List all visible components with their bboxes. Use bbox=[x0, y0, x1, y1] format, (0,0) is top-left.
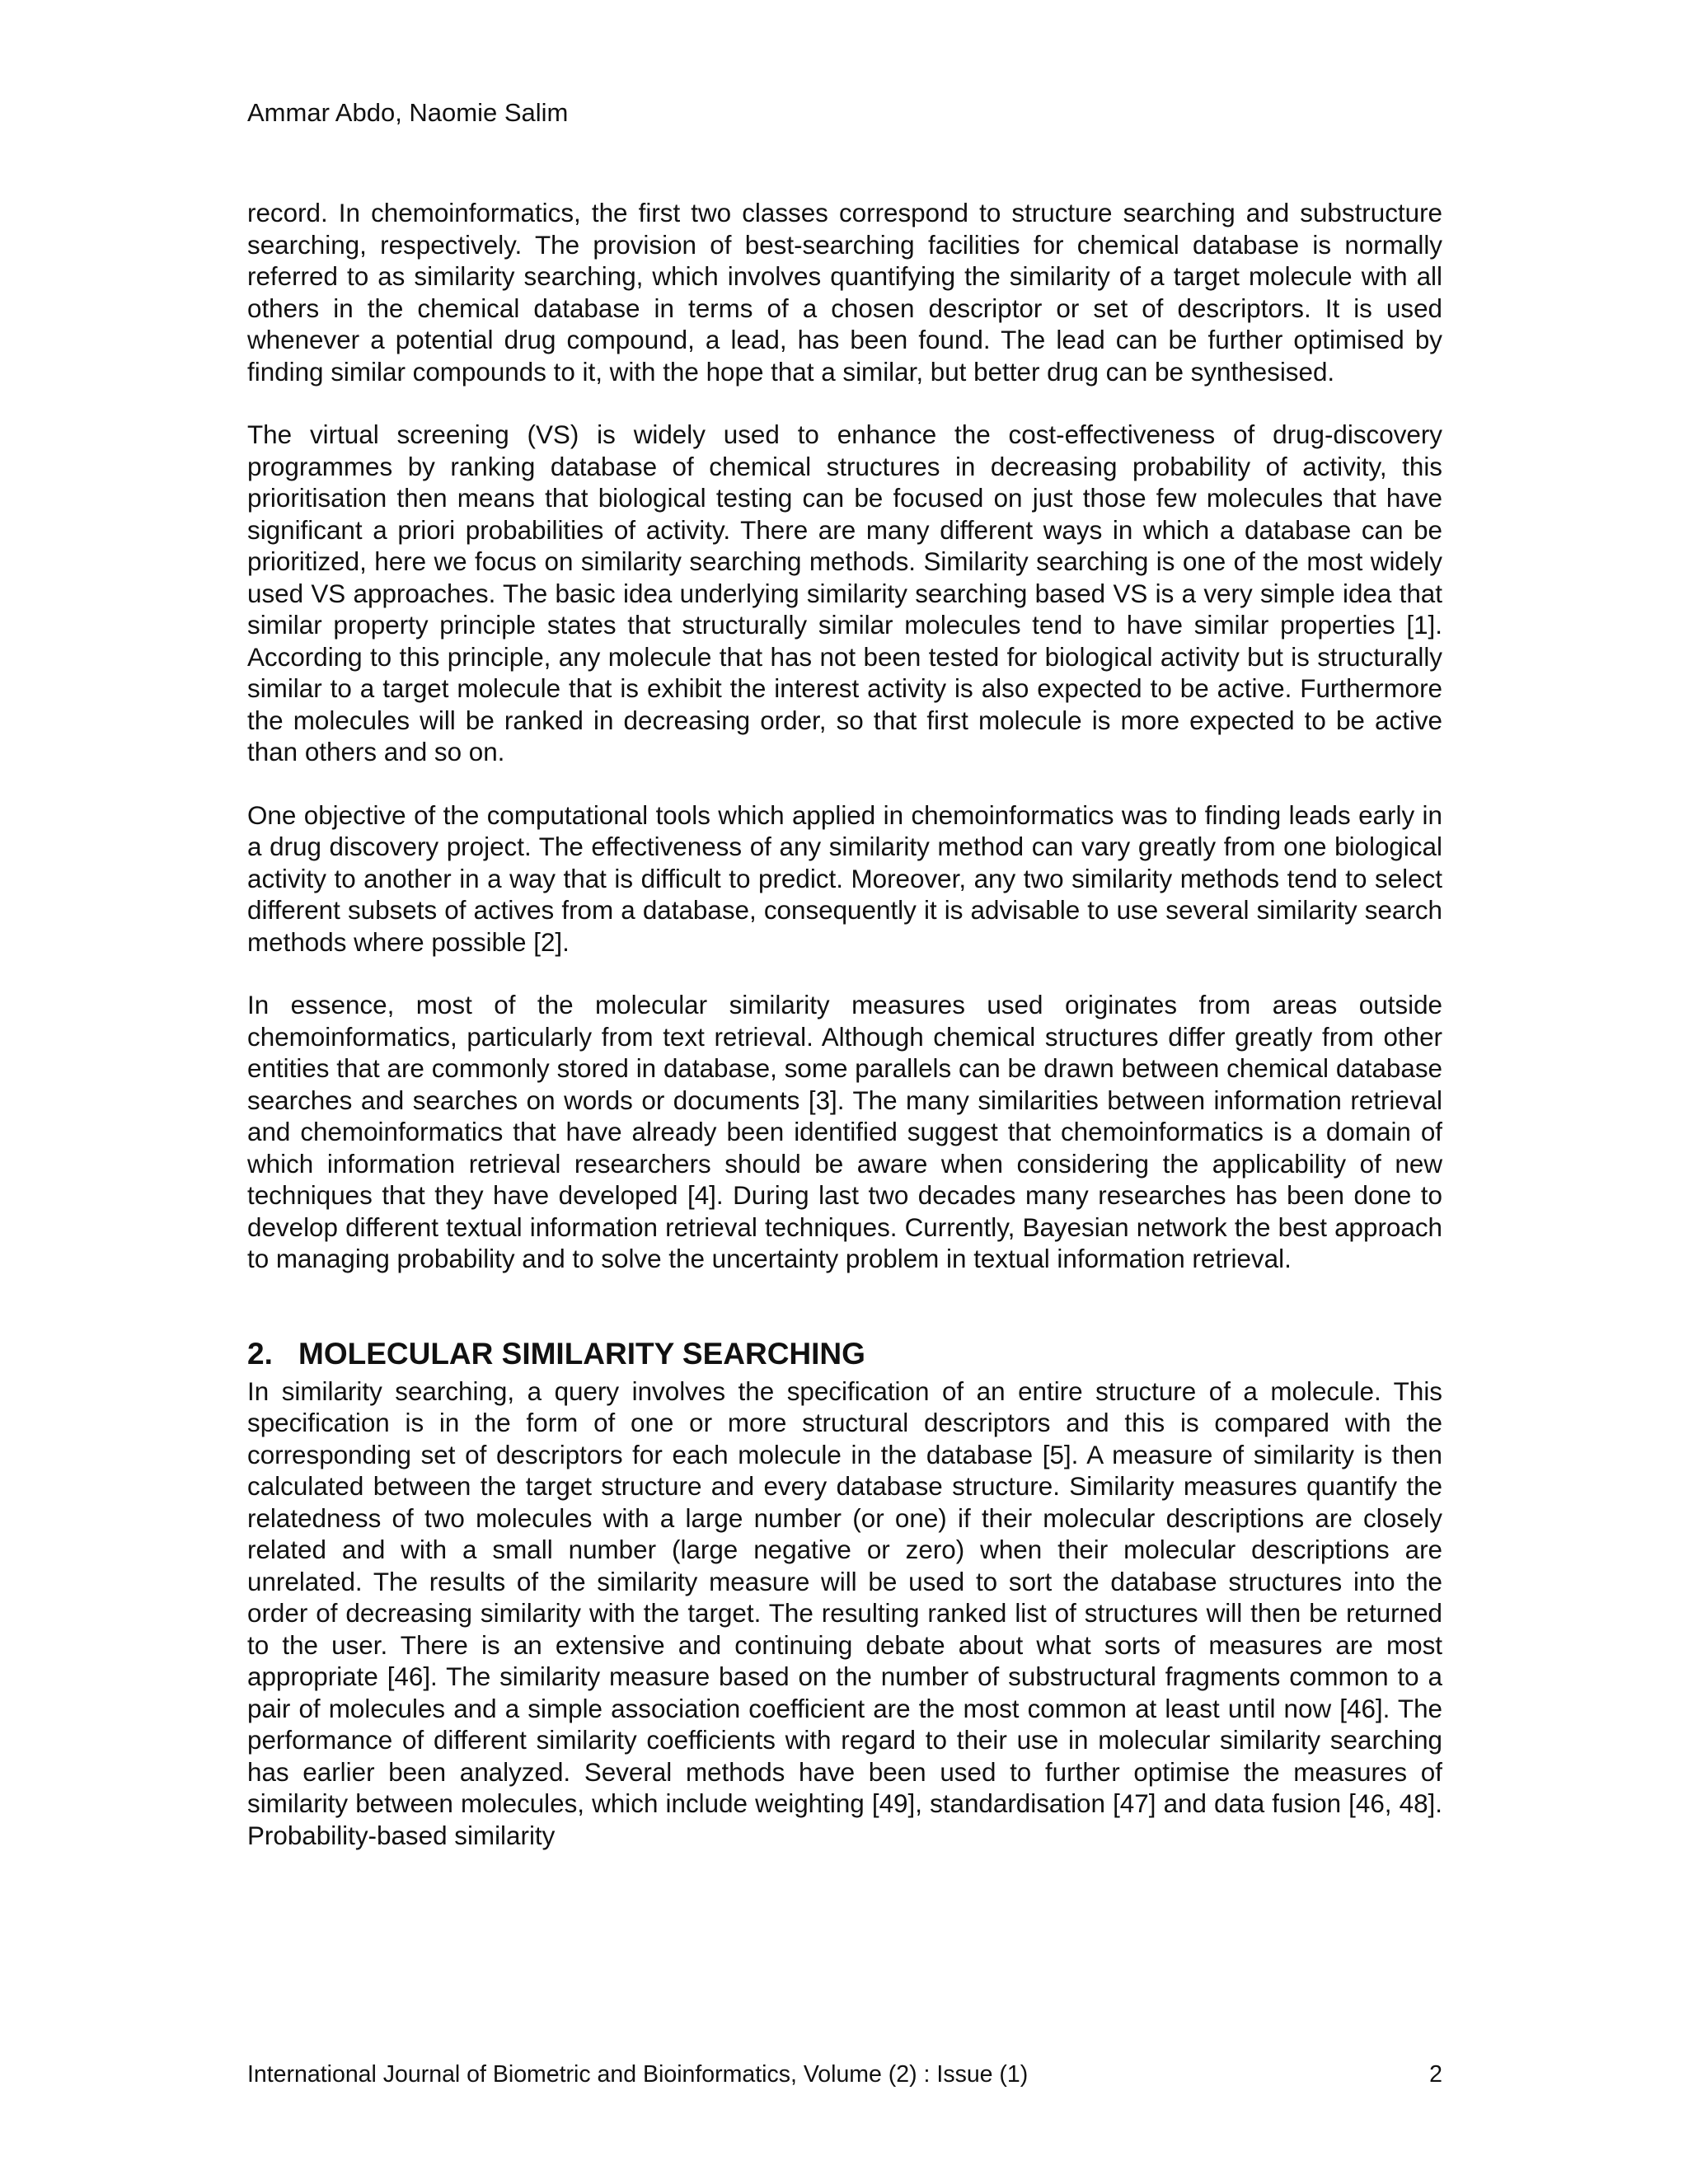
paragraph-4: In essence, most of the molecular similarity measures used originates from areas outside chemoinformatics, particularly from text retrieval. Although chemical structures differ greatly from other entities that are commonly stored in database, some parallels can be drawn between chemical database searches and searches on words or documents [3]. The many similarities between information retrieval and chemoinformatics that have already been identified suggest that chemoinformatics is a domain of which information retrieval researchers should be aware when considering the applicability of new techniques that they have developed [4]. During last two decades many researches has been done to develop different textual information retrieval techniques. Currently, Bayesian network the best approach to managing probability and to solve the uncertainty problem in textual information retrieval. bbox=[247, 991, 1442, 1273]
section-number: 2. bbox=[247, 1336, 273, 1371]
paragraph-2: The virtual screening (VS) is widely used to enhance the cost-effectiveness of drug-discovery programmes by ranking database of chemical structures in decreasing probability of activity, this prioritisation then means that biological testing can be focused on just those few molecules that have significant a priori probabilities of activity. There are many different ways in which a database can be prioritized, here we focus on similarity searching methods. Similarity searching is one of the most widely used VS approaches. The basic idea underlying similarity searching based VS is a very simple idea that similar property principle states that structurally similar molecules tend to have similar properties [1]. According to this principle, any molecule that has not been tested for biological activity but is structurally similar to a target molecule that is exhibit the interest activity is also expected to be active. Furthermore the molecules will be ranked in decreasing order, so that first molecule is more expected to be active than others and so on. bbox=[247, 420, 1442, 766]
section-heading bbox=[247, 1335, 1442, 1373]
paragraph-3: One objective of the computational tools which applied in chemoinformatics was to finding leads early in a drug discovery project. The effectiveness of any similarity method can vary greatly from one biological activity to another in a way that is difficult to predict. Moreover, any two similarity methods tend to select different subsets of actives from a database, consequently it is advisable to use several similarity search methods where possible [2]. bbox=[247, 800, 1442, 957]
section-paragraph: In similarity searching, a query involves the specification of an entire structure of a molecule. This specification is in the form of one or more structural descriptors and this is compared with the corresponding set of descriptors for each molecule in the database [5]. A measure of similarity is then calculated between the target structure and every database structure. Similarity measures quantify the relatedness of two molecules with a large number (or one) if their molecular descriptions are closely related and with a small number (large negative or zero) when their molecular descriptions are unrelated. The results of the similarity measure will be used to sort the database structures into the order of decreasing similarity with the target. The resulting ranked list of structures will then be returned to the user. There is an extensive and continuing debate about what sorts of measures are most appropriate [46]. The similarity measure based on the number of substructural fragments common to a pair of molecules and a simple association coefficient are the most common at least until now [46]. The performance of different similarity coefficients with regard to their use in molecular similarity searching has earlier been analyzed. Several methods have been used to further optimise the measures of similarity between molecules, which include weighting [49], standardisation [47] and data fusion [46, 48]. Probability-based similarity bbox=[247, 1376, 1442, 1850]
footer-page-number: 2 bbox=[1429, 2061, 1442, 2088]
body-text bbox=[247, 198, 1442, 1883]
running-header-authors: Ammar Abdo, Naomie Salim bbox=[247, 98, 569, 127]
running-footer bbox=[247, 2060, 1442, 2088]
footer-journal: International Journal of Biometric and Bioinformatics, Volume (2) : Issue (1) bbox=[247, 2061, 1029, 2088]
section-title: MOLECULAR SIMILARITY SEARCHING bbox=[298, 1336, 865, 1371]
paragraph-1: record. In chemoinformatics, the first two classes correspond to structure searching and substructure searching, respectively. The provision of best-searching facilities for chemical database is normally referred to as similarity searching, which involves quantifying the similarity of a target molecule with all others in the chemical database in terms of a chosen descriptor or set of descriptors. It is used whenever a potential drug compound, a lead, has been found. The lead can be further optimised by finding similar compounds to it, with the hope that a similar, but better drug can be synthesised. bbox=[247, 199, 1442, 387]
